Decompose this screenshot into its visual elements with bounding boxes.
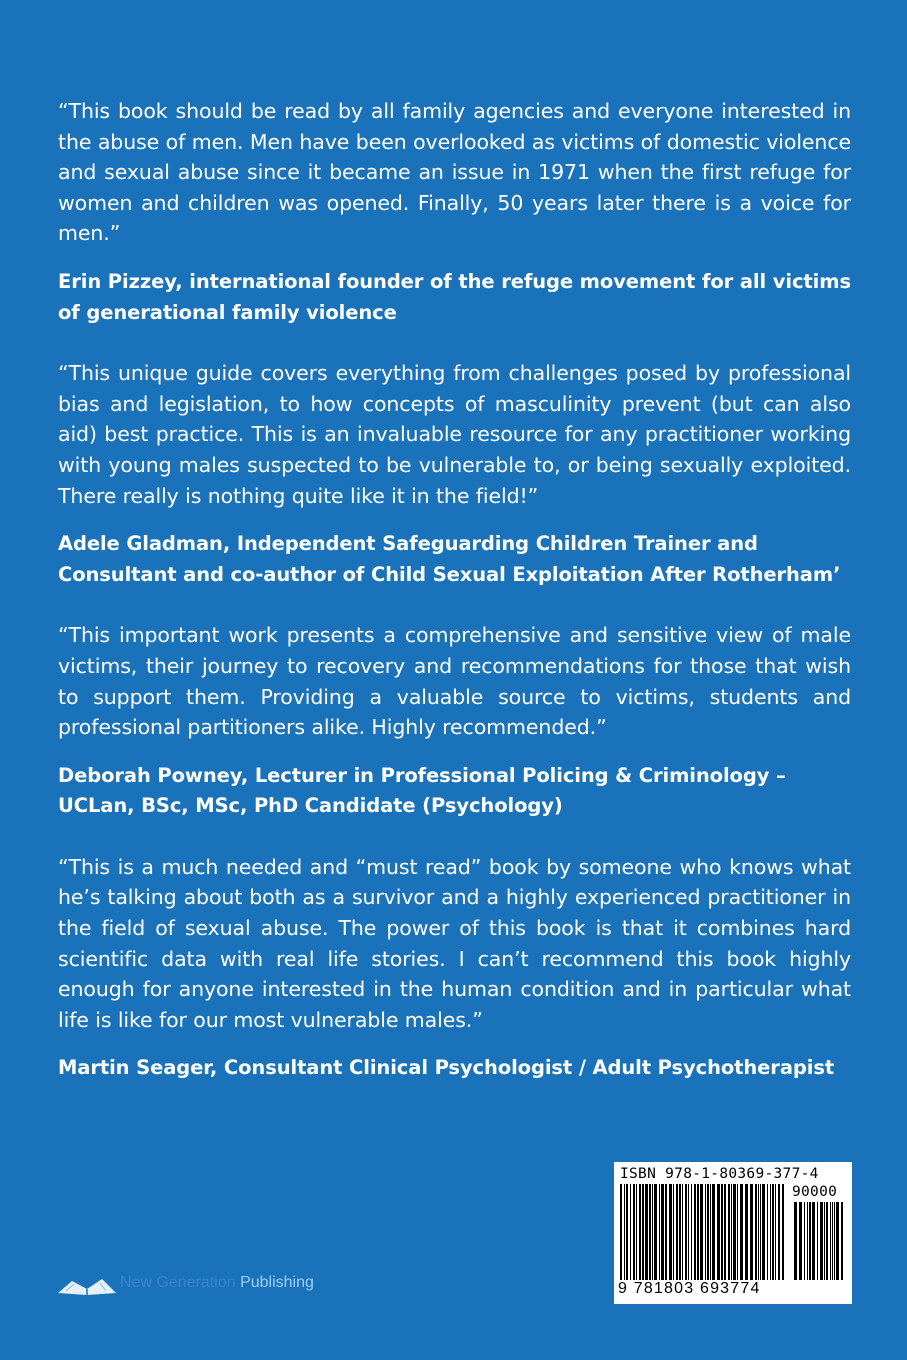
open-book-icon [56,1269,118,1297]
barcode-digits: 9 781803 693774 [618,1280,761,1297]
endorsements-section [58,96,851,1084]
price-barcode-bars [794,1202,846,1290]
endorsement-attribution-3: Deborah Powney, Lecturer in Professional Policing & Criminology – UCLan, BSc, MSc, PhD Candidate (Psychology) [58,763,786,818]
endorsement-attribution-4: Martin Seager, Consultant Clinical Psychologist / Adult Psychotherapist [58,1056,835,1080]
endorsement-quote-2: “This unique guide covers everything from challenges posed by professional bias and legislation, to how concepts of masculinity prevent (but can also aid) best practice. This is an invaluable resource for any practitioner working with young males suspected to be vulnerable to, or being sexually exploited. There really is nothing quite like it in the field!” [58,361,851,508]
endorsement-attribution-2: Adele Gladman, Independent Safeguarding Children Trainer and Consultant and co-author of Child Sexual Exploitation After Rotherham’ [58,532,841,586]
endorsement-quote-4: “This is a much needed and “must read” book by someone who knows what he’s talking about both as a survivor and a highly experienced practitioner in the field of sexual abuse. The power of this book is that it combines hard scientific data with real life stories. I can’t recommend this book highly enough for anyone interested in the human condition and in particular what life is like for our most vulnerable males.” [58,854,851,1032]
price-code: 90000 [792,1184,838,1200]
isbn-barcode [614,1162,852,1304]
publisher-name: New Generation Publishing [120,1274,314,1291]
endorsement-quote-1: “This book should be read by all family agencies and everyone interested in the abuse of men. Men have been overlooked as victims of domestic violence and sexual abuse since it became an issue in 1971 when the first refuge for women and children was opened. Finally, 50 years later there is a voice for men.” [58,99,851,246]
publisher-logo [56,1268,314,1298]
isbn-label: ISBN 978-1-80369-377-4 [620,1166,819,1182]
endorsement-attribution-1: Erin Pizzey, international founder of the refuge movement for all victims of generational family violence [58,269,851,324]
endorsement-quote-3: “This important work presents a comprehensive and sensitive view of male victims, their journey to recovery and recommendations for those that wish to support them. Providing a valuable source to victims, students and professional partitioners alike. Highly recommended.” [58,623,851,740]
barcode-bars [620,1184,786,1290]
